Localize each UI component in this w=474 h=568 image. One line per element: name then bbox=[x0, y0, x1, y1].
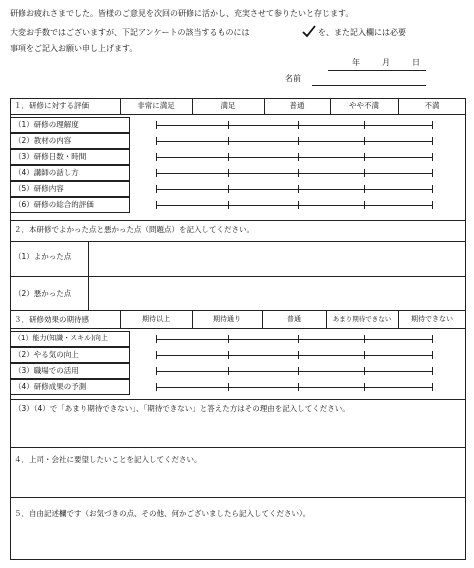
s3-scale-2: 普通 bbox=[287, 315, 301, 323]
s2-good-label: （1）よかった点 bbox=[14, 252, 72, 261]
scale-tick bbox=[432, 121, 433, 129]
s3-item-label: （1）能力(知識・スキル)向上 bbox=[14, 334, 108, 342]
scale-tick bbox=[298, 169, 299, 177]
s3-note: （3）（4）で「あまり期待できない」、「期待できない」と答えた方はその理由を記入してください。 bbox=[14, 404, 350, 413]
scale-tick bbox=[156, 335, 157, 343]
scale-tick bbox=[156, 185, 157, 193]
s4-top-line bbox=[10, 447, 466, 448]
s5-top-line bbox=[10, 497, 466, 498]
scale-tick bbox=[228, 367, 229, 375]
s1-scale-3: やや不満 bbox=[349, 101, 379, 110]
scale-tick bbox=[156, 153, 157, 161]
s1-item-label: （3）研修日数・時間 bbox=[14, 152, 87, 161]
scale-tick bbox=[228, 383, 229, 391]
s3-scale-0: 期待以上 bbox=[142, 315, 170, 323]
intro-line-3: 事項をご記入お願い申し上げます。 bbox=[10, 44, 138, 53]
scale-tick bbox=[298, 335, 299, 343]
scale-tick bbox=[364, 335, 365, 343]
s4-input[interactable] bbox=[11, 468, 465, 496]
scale-tick bbox=[156, 169, 157, 177]
scale-tick bbox=[432, 137, 433, 145]
s1-item-label: （6）研修の総合的評価 bbox=[14, 200, 94, 209]
s3-header-line bbox=[10, 328, 466, 329]
s1-scale-0: 非常に満足 bbox=[137, 101, 175, 110]
intro-line-2a: 大変お手数ではございますが、下記アンケートの該当するものには bbox=[10, 28, 250, 37]
s5-input[interactable] bbox=[11, 522, 465, 559]
s3-item-label: （3）職場での活用 bbox=[14, 366, 79, 375]
intro-line-2b: を、また記入欄には必要 bbox=[318, 28, 406, 37]
s3-reason-input[interactable] bbox=[11, 418, 465, 446]
s1-item-label: （2）教材の内容 bbox=[14, 136, 72, 145]
scale-tick bbox=[228, 201, 229, 209]
scale-tick bbox=[298, 153, 299, 161]
scale-tick bbox=[156, 201, 157, 209]
scale-tick bbox=[156, 367, 157, 375]
checkmark-icon bbox=[302, 25, 316, 38]
scale-tick bbox=[228, 121, 229, 129]
scale-tick bbox=[156, 351, 157, 359]
s1-item-label: （1）研修の理解度 bbox=[14, 120, 79, 129]
s4-title: ４．上司・会社に要望したいことを記入してください。 bbox=[14, 455, 202, 464]
scale-tick bbox=[156, 121, 157, 129]
date-year-label: 年 bbox=[352, 58, 360, 67]
s1-item-label: （4）講師の話し方 bbox=[14, 168, 79, 177]
scale-tick bbox=[432, 185, 433, 193]
scale-tick bbox=[364, 383, 365, 391]
s2-bad-label: （2）悪かった点 bbox=[14, 289, 72, 298]
name-label[interactable]: 名前 bbox=[285, 74, 301, 83]
scale-tick bbox=[298, 367, 299, 375]
scale-tick bbox=[298, 185, 299, 193]
scale-tick bbox=[432, 351, 433, 359]
scale-tick bbox=[156, 137, 157, 145]
scale-tick bbox=[364, 121, 365, 129]
s2-title: ２．本研修でよかった点と悪かった点（問題点）を記入してください。 bbox=[14, 225, 254, 234]
scale-tick bbox=[228, 351, 229, 359]
scale-tick bbox=[364, 367, 365, 375]
scale-tick bbox=[298, 137, 299, 145]
scale-tick bbox=[228, 153, 229, 161]
s3-scale-1: 期待通り bbox=[213, 315, 241, 323]
intro-line-1: 研修お疲れさまでした。皆様のご意見を次回の研修に活かし、充実させて参りたいと存じます。 bbox=[10, 9, 354, 18]
s3-scale-4: 期待できない bbox=[411, 315, 453, 323]
scale-tick bbox=[364, 169, 365, 177]
scale-tick bbox=[228, 137, 229, 145]
s1-scale-1: 満足 bbox=[220, 101, 236, 110]
scale-tick bbox=[228, 185, 229, 193]
s3-item-label: （4）研修成果の予測 bbox=[14, 382, 87, 391]
s1-scale-4: 不満 bbox=[424, 101, 440, 110]
date-month-label: 月 bbox=[382, 58, 390, 67]
scale-tick bbox=[228, 335, 229, 343]
s2-bad-input[interactable] bbox=[89, 277, 465, 309]
s3-note-top-line bbox=[10, 399, 466, 400]
scale-tick bbox=[228, 169, 229, 177]
scale-tick bbox=[432, 169, 433, 177]
s2-good-input[interactable] bbox=[89, 242, 465, 275]
scale-tick bbox=[432, 335, 433, 343]
scale-tick bbox=[298, 121, 299, 129]
scale-tick bbox=[364, 185, 365, 193]
date-day-label: 日 bbox=[412, 58, 420, 67]
s2-top-line bbox=[10, 220, 466, 221]
scale-tick bbox=[298, 201, 299, 209]
scale-tick bbox=[432, 153, 433, 161]
s3-scale-3: あまり期待できない bbox=[332, 315, 392, 323]
scale-tick bbox=[156, 383, 157, 391]
s3-title: ３．研修効果の期待感 bbox=[14, 315, 89, 324]
name-underline[interactable] bbox=[312, 85, 426, 86]
s5-title: ５．自由記述欄です（お気づきの点、その他、何かございましたら記入してください）。 bbox=[14, 509, 311, 518]
s3-item-label: （2）やる気の向上 bbox=[14, 350, 79, 359]
scale-tick bbox=[432, 201, 433, 209]
s1-header-line bbox=[10, 114, 466, 115]
scale-tick bbox=[364, 137, 365, 145]
s1-item-label: （5）研修内容 bbox=[14, 184, 64, 193]
scale-tick bbox=[432, 367, 433, 375]
date-underline bbox=[328, 70, 426, 71]
scale-tick bbox=[432, 383, 433, 391]
scale-tick bbox=[298, 383, 299, 391]
scale-tick bbox=[364, 351, 365, 359]
scale-tick bbox=[298, 351, 299, 359]
s1-scale-2: 普通 bbox=[289, 101, 305, 110]
s1-title: １．研修に対する評価 bbox=[14, 101, 89, 110]
scale-tick bbox=[364, 201, 365, 209]
scale-tick bbox=[364, 153, 365, 161]
